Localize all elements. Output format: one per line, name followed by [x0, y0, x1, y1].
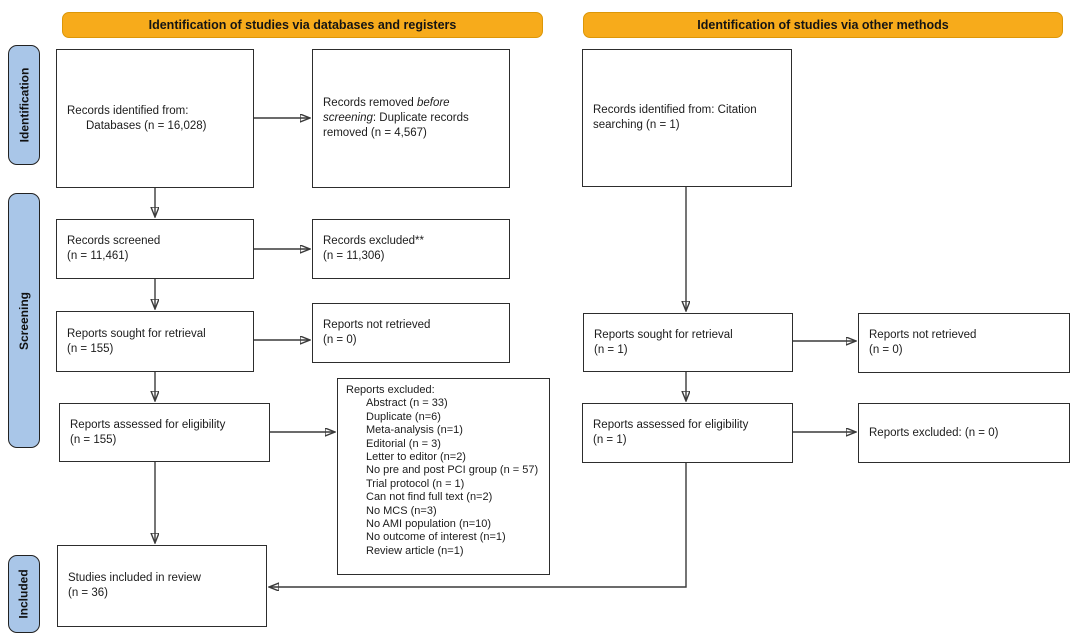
- box-records-screened: Records screened (n = 11,461): [56, 219, 254, 279]
- box-reports-not-retrieved-other: Reports not retrieved (n = 0): [858, 313, 1070, 373]
- box-records-identified-citation: Records identified from: Citation searching (n = 1): [582, 49, 792, 187]
- banner-other-methods-label: Identification of studies via other methods: [697, 18, 949, 32]
- box-reports-sought-databases: Reports sought for retrieval (n = 155): [56, 311, 254, 372]
- records-identified-line1: Records identified from:: [67, 104, 189, 117]
- excluded-reason: Editorial (n = 3): [366, 437, 441, 450]
- excluded-reason: No outcome of interest (n=1): [366, 531, 506, 544]
- excluded-reason: Can not find full text (n=2): [366, 491, 493, 504]
- excluded-reason: No pre and post PCI group (n = 57): [366, 464, 539, 477]
- excluded-reason: Letter to editor (n=2): [366, 451, 466, 464]
- excluded-reason: No AMI population (n=10): [366, 518, 492, 531]
- stage-label-screening: Screening: [8, 193, 40, 448]
- banner-databases-registers: [62, 12, 543, 38]
- box-reports-excluded-reasons: [337, 378, 550, 575]
- excluded-reason: Duplicate (n=6): [366, 410, 441, 423]
- reports-excluded-title: Reports excluded:: [346, 384, 435, 396]
- excluded-reason: Meta-analysis (n=1): [366, 424, 463, 437]
- records-identified-line2: Databases (n = 16,028): [86, 119, 207, 132]
- box-records-excluded: Records excluded** (n = 11,306): [312, 219, 510, 279]
- banner-other-methods: [583, 12, 1063, 38]
- excluded-reason: Trial protocol (n = 1): [366, 477, 465, 490]
- box-studies-included: Studies included in review (n = 36): [57, 545, 267, 627]
- box-reports-assessed-other: Reports assessed for eligibility (n = 1): [582, 403, 793, 463]
- box-reports-not-retrieved-databases: Reports not retrieved (n = 0): [312, 303, 510, 363]
- excluded-reason: Review article (n=1): [366, 544, 464, 557]
- excluded-reason: Abstract (n = 33): [366, 397, 448, 410]
- excluded-reason: No MCS (n=3): [366, 504, 437, 517]
- box-reports-assessed-databases: Reports assessed for eligibility (n = 155): [59, 403, 270, 462]
- records-removed-text: Records removed before screening: Duplicate records removed (n = 4,567): [323, 97, 469, 139]
- box-reports-sought-other: Reports sought for retrieval (n = 1): [583, 313, 793, 372]
- box-records-identified-databases: [56, 49, 254, 188]
- box-records-removed-before-screening: [312, 49, 510, 188]
- stage-label-included: Included: [8, 555, 40, 633]
- stage-label-identification: Identification: [8, 45, 40, 165]
- banner-databases-registers-label: Identification of studies via databases and registers: [148, 18, 457, 32]
- box-reports-excluded-other: Reports excluded: (n = 0): [858, 403, 1070, 463]
